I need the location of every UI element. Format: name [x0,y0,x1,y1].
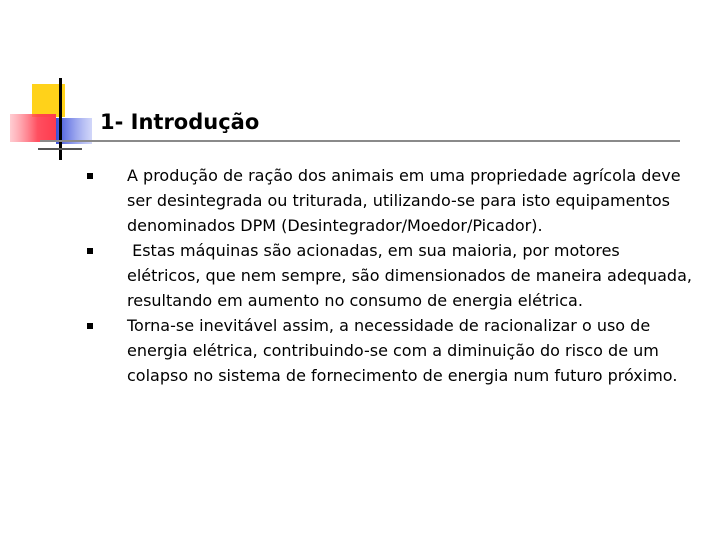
corner-decoration [0,0,110,170]
bullet-list [84,163,698,388]
slide-title: 1- Introdução [100,110,260,134]
title-divider [40,140,680,142]
deco-horizontal-line [38,148,82,150]
deco-vertical-line [59,78,62,160]
square-bullet-icon [87,323,93,329]
bullet-item [84,313,694,388]
bullet-text: A produção de ração dos animais em uma propriedade agrícola deve ser desintegrada ou triturada, utilizando-se para isto equipamentos denominados DPM (Desintegrador/Moedor/Picador). [127,166,681,235]
bullet-text: Torna-se inevitável assim, a necessidade de racionalizar o uso de energia elétrica, contribuindo-se com a diminuição do risco de um colapso no sistema de fornecimento de energia num futuro próximo. [127,316,678,385]
deco-red-bar [10,114,56,142]
square-bullet-icon [87,173,93,179]
square-bullet-icon [87,248,93,254]
bullet-item [84,163,694,238]
bullet-item [84,238,698,313]
bullet-text: Estas máquinas são acionadas, em sua maioria, por motores elétricos, que nem sempre, são dimensionados de maneira adequada, resultando em aumento no consumo de energia elétrica. [127,241,698,310]
